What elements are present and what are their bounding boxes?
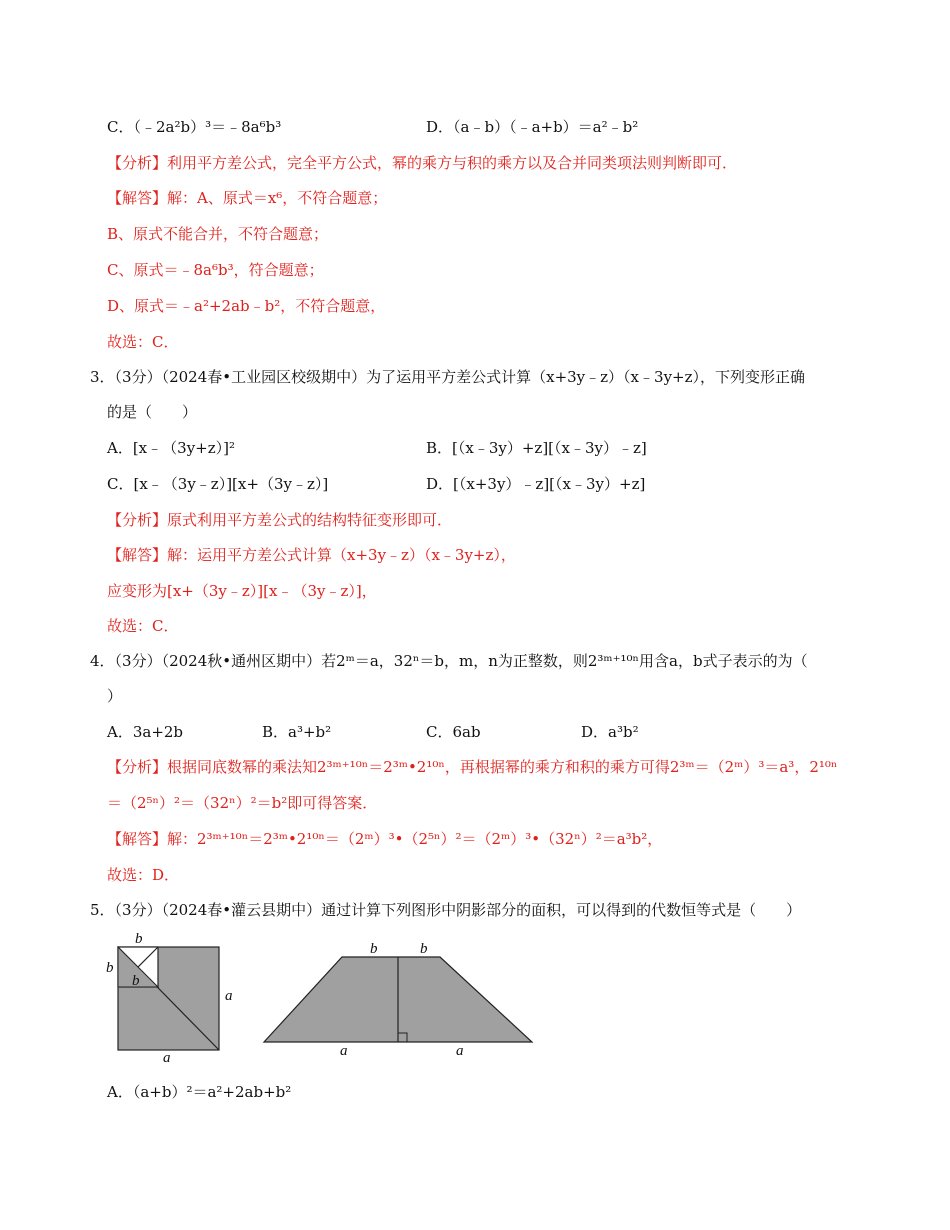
q2-solution-line-4: D、原式＝﹣a²+2ab﹣b²，不符合题意， — [107, 297, 386, 315]
q2-analysis: 【分析】利用平方差公式，完全平方公式，幂的乘方与积的乘方以及合并同类项法则判断即可． — [107, 154, 738, 172]
q4-answer: 故选：D． — [107, 866, 180, 884]
square-label-bottom-a: a — [163, 1050, 171, 1065]
q3-stem-line-2: 的是（ ） — [107, 403, 198, 421]
q4-option-b: B．a³+b² — [262, 723, 332, 741]
square-label-top-b: b — [135, 931, 143, 947]
q5-stem: 5．（3分）（2024春•灌云县期中）通过计算下列图形中阴影部分的面积，可以得到的代数恒等式是（ ） — [90, 901, 802, 919]
q3-stem-line-1: 3．（3分）（2024春•工业园区校级期中）为了运用平方差公式计算（x+3y﹣z）（x﹣3y+z），下列变形正确 — [90, 368, 806, 386]
q3-option-d: D．[（x+3y）﹣z][（x﹣3y）+z] — [426, 475, 646, 493]
square-label-left-b: b — [106, 960, 114, 976]
q3-option-a: A．[x﹣（3y+z）]² — [107, 439, 235, 457]
q2-option-c-text: C．（﹣2a²b）³＝﹣8a⁶b³ — [107, 118, 282, 136]
q2-option-c — [107, 117, 281, 137]
q2-answer: 故选：C． — [107, 333, 179, 351]
trapezoid-figure — [264, 941, 532, 1059]
q4-stem-line-2: ） — [107, 687, 123, 705]
q2-option-d — [426, 117, 638, 137]
q4-option-a: A．3a+2b — [107, 723, 184, 741]
q2-solution-line-3: C、原式＝﹣8a⁶b³，符合题意； — [107, 261, 324, 279]
q4-analysis-line-1: 【分析】根据同底数幂的乘法知2³ᵐ⁺¹⁰ⁿ＝2³ᵐ•2¹⁰ⁿ，再根据幂的乘方和积的乘方可得2³ᵐ＝（2ᵐ）³＝a³，2¹⁰ⁿ — [107, 758, 838, 776]
q3-solution-line-2: 应变形为[x+（3y﹣z）][x﹣（3y﹣z）]， — [107, 582, 377, 600]
square-figure — [106, 931, 233, 1065]
q4-option-d: D．a³b² — [581, 723, 639, 741]
square-label-inner-b: b — [132, 973, 140, 989]
q2-option-d-text: D．（a﹣b）（﹣a+b）＝a²﹣b² — [426, 118, 639, 136]
square-label-right-a: a — [225, 988, 233, 1004]
q5-option-a: A．（a+b）²＝a²+2ab+b² — [107, 1083, 292, 1101]
q4-stem-line-1: 4．（3分）（2024秋•通州区期中）若2ᵐ＝a，32ⁿ＝b，m，n为正整数，则2³ᵐ⁺¹⁰ⁿ用含a，b式子表示的为（ — [90, 652, 808, 670]
q3-option-b: B．[（x﹣3y）+z][（x﹣3y）﹣z] — [426, 439, 647, 457]
q3-option-c: C．[x﹣（3y﹣z）][x+（3y﹣z）] — [107, 475, 329, 493]
q2-solution-line-2: B、原式不能合并，不符合题意； — [107, 225, 329, 243]
trapezoid-label-top-right-b: b — [420, 941, 428, 957]
q2-solution-line-1: 【解答】解：A、原式＝x⁶，不符合题意； — [107, 189, 388, 207]
trapezoid-label-top-left-b: b — [370, 941, 378, 957]
q5-figures — [100, 925, 550, 1065]
q3-solution-line-1: 【解答】解：运用平方差公式计算（x+3y﹣z）（x﹣3y+z）， — [107, 546, 516, 564]
q3-answer: 故选：C． — [107, 617, 179, 635]
trapezoid-label-bottom-left-a: a — [340, 1043, 348, 1059]
q4-solution-line-1: 【解答】解：2³ᵐ⁺¹⁰ⁿ＝2³ᵐ•2¹⁰ⁿ＝（2ᵐ）³•（2⁵ⁿ）²＝（2ᵐ）³•（32ⁿ）²＝a³b²， — [107, 830, 663, 848]
trapezoid-label-bottom-right-a: a — [456, 1043, 464, 1059]
q4-analysis-line-2: ＝（2⁵ⁿ）²＝（32ⁿ）²＝b²即可得答案． — [107, 794, 378, 812]
q3-analysis: 【分析】原式利用平方差公式的结构特征变形即可． — [107, 511, 453, 529]
q4-option-c: C．6ab — [426, 723, 481, 741]
